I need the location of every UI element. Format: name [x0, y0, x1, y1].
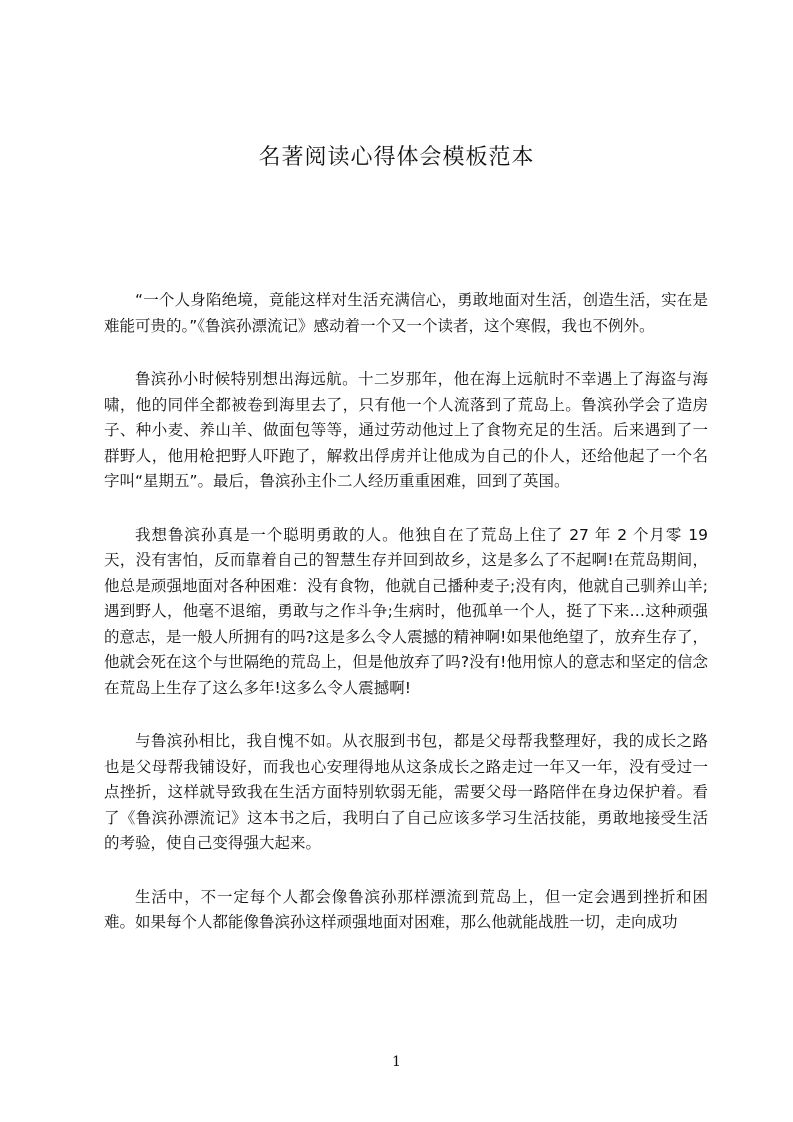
document-body	[104, 288, 708, 964]
paragraph-3: 我想鲁滨孙真是一个聪明勇敢的人。他独自在了荒岛上住了 27 年 2 个月零 19 天，没有害怕，反而靠着自己的智慧生存并回到故乡，这是多么了不起啊!在荒岛期间，他总是顽强地面对各种困难：没有食物，他就自己播种麦子;没有肉，他就自己驯养山羊;遇到野人，他毫不退缩，勇敢与之作斗争;生病时，他孤单一个人，挺了下来…这种顽强的意志，是一般人所拥有的吗?这是多么令人震撼的精神啊!如果他绝望了，放弃生存了，他就会死在这个与世隔绝的荒岛上，但是他放弃了吗?没有!他用惊人的意志和坚定的信念在荒岛上生存了这么多年!这多么令人震撼啊!	[104, 525, 708, 697]
paragraph-2: 鲁滨孙小时候特别想出海远航。十二岁那年，他在海上远航时不幸遇上了海盗与海啸，他的同伴全都被卷到海里去了，只有他一个人流落到了荒岛上。鲁滨孙学会了造房子、种小麦、养山羊、做面包等等，通过劳动他过上了食物充足的生活。后来遇到了一群野人，他用枪把野人吓跑了，解救出俘虏并让他成为自己的仆人，还给他起了一个名字叫“星期五”。最后，鲁滨孙主仆二人经历重重困难，回到了英国。	[104, 370, 708, 490]
paragraph-1: “一个人身陷绝境，竟能这样对生活充满信心，勇敢地面对生活，创造生活，实在是难能可贵的。”《鲁滨孙漂流记》感动着一个又一个读者，这个寒假，我也不例外。	[104, 291, 708, 335]
paragraph-4: 与鲁滨孙相比，我自愧不如。从衣服到书包，都是父母帮我整理好，我的成长之路也是父母帮我铺设好，而我也心安理得地从这条成长之路走过一年又一年，没有受过一点挫折，这样就导致我在生活方面特别软弱无能，需要父母一路陪伴在身边保护着。看了《鲁滨孙漂流记》这本书之后，我明白了自己应该多学习生活技能，勇敢地接受生活的考验，使自己变得强大起来。	[104, 732, 708, 852]
page-number: 1	[392, 1054, 401, 1070]
document-title: 名著阅读心得体会模板范本	[258, 145, 535, 170]
paragraph-5: 生活中，不一定每个人都会像鲁滨孙那样漂流到荒岛上，但一定会遇到挫折和困难。如果每个人都能像鲁滨孙这样顽强地面对困难，那么他就能战胜一切，走向成功	[104, 887, 708, 931]
